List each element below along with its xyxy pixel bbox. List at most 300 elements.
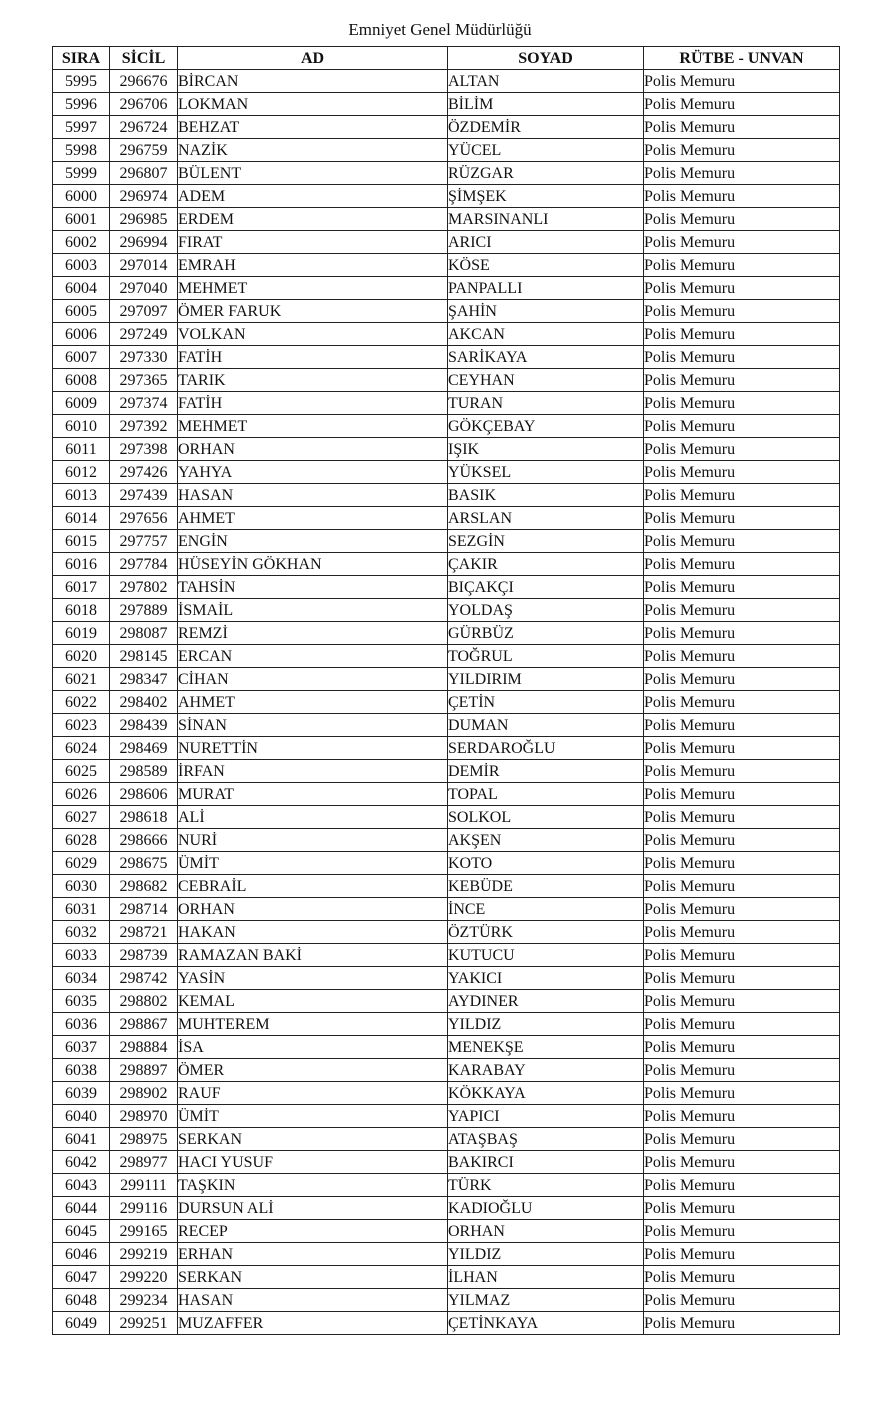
table-row [53, 898, 840, 921]
sicil-cell: 298739 [110, 944, 178, 967]
soyad-cell: BASIK [448, 484, 644, 507]
sira-cell: 6036 [53, 1013, 110, 1036]
ad-cell: FATİH [178, 346, 448, 369]
sira-cell: 6011 [53, 438, 110, 461]
soyad-cell: YAPICI [448, 1105, 644, 1128]
rutbe-cell: Polis Memuru [644, 1013, 840, 1036]
sicil-cell: 297757 [110, 530, 178, 553]
sira-cell: 5999 [53, 162, 110, 185]
table-row [53, 162, 840, 185]
sicil-cell: 298145 [110, 645, 178, 668]
header-ad: AD [178, 47, 448, 70]
sicil-cell: 297439 [110, 484, 178, 507]
ad-cell: AHMET [178, 691, 448, 714]
ad-cell: NAZİK [178, 139, 448, 162]
ad-cell: EMRAH [178, 254, 448, 277]
ad-cell: SİNAN [178, 714, 448, 737]
sira-cell: 6033 [53, 944, 110, 967]
soyad-cell: TÜRK [448, 1174, 644, 1197]
table-row [53, 507, 840, 530]
table-body [53, 70, 840, 1335]
soyad-cell: TOPAL [448, 783, 644, 806]
sira-cell: 6029 [53, 852, 110, 875]
sira-cell: 5997 [53, 116, 110, 139]
soyad-cell: YILDIZ [448, 1243, 644, 1266]
sicil-cell: 298867 [110, 1013, 178, 1036]
soyad-cell: SERDAROĞLU [448, 737, 644, 760]
ad-cell: ERHAN [178, 1243, 448, 1266]
table-row [53, 323, 840, 346]
rutbe-cell: Polis Memuru [644, 415, 840, 438]
ad-cell: HAKAN [178, 921, 448, 944]
soyad-cell: ATAŞBAŞ [448, 1128, 644, 1151]
soyad-cell: GÜRBÜZ [448, 622, 644, 645]
soyad-cell: ÇAKIR [448, 553, 644, 576]
soyad-cell: YOLDAŞ [448, 599, 644, 622]
table-row [53, 346, 840, 369]
rutbe-cell: Polis Memuru [644, 530, 840, 553]
ad-cell: RECEP [178, 1220, 448, 1243]
table-row [53, 392, 840, 415]
table-row [53, 1128, 840, 1151]
soyad-cell: ÇETİNKAYA [448, 1312, 644, 1335]
table-row [53, 1174, 840, 1197]
ad-cell: DURSUN ALİ [178, 1197, 448, 1220]
ad-cell: ENGİN [178, 530, 448, 553]
soyad-cell: YILDIZ [448, 1013, 644, 1036]
rutbe-cell: Polis Memuru [644, 208, 840, 231]
ad-cell: TARIK [178, 369, 448, 392]
table-row [53, 254, 840, 277]
table-row [53, 691, 840, 714]
header-rutbe-unvan: RÜTBE - UNVAN [644, 47, 840, 70]
table-header-row [53, 47, 840, 70]
sira-cell: 6046 [53, 1243, 110, 1266]
sira-cell: 6016 [53, 553, 110, 576]
sicil-cell: 298347 [110, 668, 178, 691]
table-row [53, 277, 840, 300]
soyad-cell: ŞAHİN [448, 300, 644, 323]
sicil-cell: 298087 [110, 622, 178, 645]
sira-cell: 6045 [53, 1220, 110, 1243]
table-row [53, 93, 840, 116]
sicil-cell: 296985 [110, 208, 178, 231]
rutbe-cell: Polis Memuru [644, 691, 840, 714]
rutbe-cell: Polis Memuru [644, 1174, 840, 1197]
ad-cell: HÜSEYİN GÖKHAN [178, 553, 448, 576]
ad-cell: ÜMİT [178, 1105, 448, 1128]
rutbe-cell: Polis Memuru [644, 967, 840, 990]
rutbe-cell: Polis Memuru [644, 1036, 840, 1059]
rutbe-cell: Polis Memuru [644, 599, 840, 622]
sicil-cell: 297014 [110, 254, 178, 277]
ad-cell: ALİ [178, 806, 448, 829]
ad-cell: RAMAZAN BAKİ [178, 944, 448, 967]
table-row [53, 944, 840, 967]
sicil-cell: 298902 [110, 1082, 178, 1105]
rutbe-cell: Polis Memuru [644, 93, 840, 116]
table-row [53, 530, 840, 553]
soyad-cell: BİLİM [448, 93, 644, 116]
header-soyad: SOYAD [448, 47, 644, 70]
rutbe-cell: Polis Memuru [644, 70, 840, 93]
table-row [53, 1312, 840, 1335]
rutbe-cell: Polis Memuru [644, 645, 840, 668]
rutbe-cell: Polis Memuru [644, 944, 840, 967]
sira-cell: 6025 [53, 760, 110, 783]
rutbe-cell: Polis Memuru [644, 116, 840, 139]
ad-cell: YASİN [178, 967, 448, 990]
sira-cell: 6035 [53, 990, 110, 1013]
rutbe-cell: Polis Memuru [644, 921, 840, 944]
table-row [53, 1105, 840, 1128]
ad-cell: CİHAN [178, 668, 448, 691]
sicil-cell: 296724 [110, 116, 178, 139]
sira-cell: 6015 [53, 530, 110, 553]
sicil-cell: 298682 [110, 875, 178, 898]
soyad-cell: ÖZTÜRK [448, 921, 644, 944]
soyad-cell: TOĞRUL [448, 645, 644, 668]
sira-cell: 6034 [53, 967, 110, 990]
sicil-cell: 296676 [110, 70, 178, 93]
sicil-cell: 297784 [110, 553, 178, 576]
sira-cell: 6027 [53, 806, 110, 829]
sira-cell: 6021 [53, 668, 110, 691]
sira-cell: 6010 [53, 415, 110, 438]
table-row [53, 1151, 840, 1174]
ad-cell: YAHYA [178, 461, 448, 484]
ad-cell: NURETTİN [178, 737, 448, 760]
sira-cell: 6047 [53, 1266, 110, 1289]
table-row [53, 645, 840, 668]
ad-cell: SERKAN [178, 1128, 448, 1151]
rutbe-cell: Polis Memuru [644, 461, 840, 484]
soyad-cell: AYDINER [448, 990, 644, 1013]
ad-cell: NURİ [178, 829, 448, 852]
rutbe-cell: Polis Memuru [644, 254, 840, 277]
table-row [53, 116, 840, 139]
sicil-cell: 297249 [110, 323, 178, 346]
sira-cell: 6030 [53, 875, 110, 898]
ad-cell: İSMAİL [178, 599, 448, 622]
rutbe-cell: Polis Memuru [644, 1059, 840, 1082]
soyad-cell: AKCAN [448, 323, 644, 346]
sicil-cell: 298618 [110, 806, 178, 829]
soyad-cell: İLHAN [448, 1266, 644, 1289]
soyad-cell: RÜZGAR [448, 162, 644, 185]
rutbe-cell: Polis Memuru [644, 714, 840, 737]
rutbe-cell: Polis Memuru [644, 1128, 840, 1151]
soyad-cell: DUMAN [448, 714, 644, 737]
soyad-cell: KÖKKAYA [448, 1082, 644, 1105]
sicil-cell: 298970 [110, 1105, 178, 1128]
rutbe-cell: Polis Memuru [644, 852, 840, 875]
rutbe-cell: Polis Memuru [644, 875, 840, 898]
sira-cell: 6017 [53, 576, 110, 599]
sira-cell: 6028 [53, 829, 110, 852]
rutbe-cell: Polis Memuru [644, 668, 840, 691]
sira-cell: 6009 [53, 392, 110, 415]
sira-cell: 6020 [53, 645, 110, 668]
table-row [53, 1013, 840, 1036]
table-row [53, 576, 840, 599]
soyad-cell: SARİKAYA [448, 346, 644, 369]
rutbe-cell: Polis Memuru [644, 1312, 840, 1335]
soyad-cell: TURAN [448, 392, 644, 415]
soyad-cell: KADIOĞLU [448, 1197, 644, 1220]
sicil-cell: 299219 [110, 1243, 178, 1266]
sicil-cell: 298606 [110, 783, 178, 806]
rutbe-cell: Polis Memuru [644, 1082, 840, 1105]
sira-cell: 6044 [53, 1197, 110, 1220]
sira-cell: 6037 [53, 1036, 110, 1059]
soyad-cell: AKŞEN [448, 829, 644, 852]
sira-cell: 6041 [53, 1128, 110, 1151]
rutbe-cell: Polis Memuru [644, 323, 840, 346]
ad-cell: ÖMER [178, 1059, 448, 1082]
soyad-cell: KUTUCU [448, 944, 644, 967]
soyad-cell: YAKICI [448, 967, 644, 990]
soyad-cell: ORHAN [448, 1220, 644, 1243]
header-sicil: SİCİL [110, 47, 178, 70]
ad-cell: ORHAN [178, 438, 448, 461]
ad-cell: BEHZAT [178, 116, 448, 139]
sira-cell: 6008 [53, 369, 110, 392]
sicil-cell: 298721 [110, 921, 178, 944]
soyad-cell: KARABAY [448, 1059, 644, 1082]
table-row [53, 70, 840, 93]
ad-cell: BÜLENT [178, 162, 448, 185]
ad-cell: FATİH [178, 392, 448, 415]
ad-cell: ADEM [178, 185, 448, 208]
ad-cell: HACI YUSUF [178, 1151, 448, 1174]
soyad-cell: MENEKŞE [448, 1036, 644, 1059]
sira-cell: 6012 [53, 461, 110, 484]
sicil-cell: 299116 [110, 1197, 178, 1220]
sira-cell: 6031 [53, 898, 110, 921]
soyad-cell: ALTAN [448, 70, 644, 93]
rutbe-cell: Polis Memuru [644, 783, 840, 806]
rutbe-cell: Polis Memuru [644, 1197, 840, 1220]
ad-cell: MURAT [178, 783, 448, 806]
sira-cell: 6049 [53, 1312, 110, 1335]
table-row [53, 1036, 840, 1059]
soyad-cell: KÖSE [448, 254, 644, 277]
table-row [53, 783, 840, 806]
table-row [53, 1059, 840, 1082]
ad-cell: MUHTEREM [178, 1013, 448, 1036]
table-row [53, 737, 840, 760]
table-row [53, 185, 840, 208]
table-row [53, 990, 840, 1013]
sira-cell: 5996 [53, 93, 110, 116]
sira-cell: 6023 [53, 714, 110, 737]
rutbe-cell: Polis Memuru [644, 162, 840, 185]
sicil-cell: 298714 [110, 898, 178, 921]
sira-cell: 6024 [53, 737, 110, 760]
soyad-cell: YÜCEL [448, 139, 644, 162]
soyad-cell: PANPALLI [448, 277, 644, 300]
table-row [53, 208, 840, 231]
sicil-cell: 298884 [110, 1036, 178, 1059]
soyad-cell: ÇETİN [448, 691, 644, 714]
soyad-cell: YÜKSEL [448, 461, 644, 484]
sicil-cell: 298469 [110, 737, 178, 760]
table-row [53, 1289, 840, 1312]
sira-cell: 6003 [53, 254, 110, 277]
header-sira: SIRA [53, 47, 110, 70]
ad-cell: AHMET [178, 507, 448, 530]
sira-cell: 6042 [53, 1151, 110, 1174]
table-row [53, 967, 840, 990]
sira-cell: 6000 [53, 185, 110, 208]
rutbe-cell: Polis Memuru [644, 1289, 840, 1312]
ad-cell: MEHMET [178, 277, 448, 300]
table-row [53, 461, 840, 484]
sira-cell: 6032 [53, 921, 110, 944]
sira-cell: 6040 [53, 1105, 110, 1128]
sira-cell: 5998 [53, 139, 110, 162]
table-row [53, 1243, 840, 1266]
sicil-cell: 297330 [110, 346, 178, 369]
sira-cell: 6007 [53, 346, 110, 369]
rutbe-cell: Polis Memuru [644, 346, 840, 369]
rutbe-cell: Polis Memuru [644, 990, 840, 1013]
ad-cell: HASAN [178, 1289, 448, 1312]
ad-cell: SERKAN [178, 1266, 448, 1289]
sira-cell: 6018 [53, 599, 110, 622]
sicil-cell: 297426 [110, 461, 178, 484]
ad-cell: İRFAN [178, 760, 448, 783]
sira-cell: 5995 [53, 70, 110, 93]
table-row [53, 553, 840, 576]
ad-cell: ERCAN [178, 645, 448, 668]
table-row [53, 300, 840, 323]
sicil-cell: 299234 [110, 1289, 178, 1312]
soyad-cell: GÖKÇEBAY [448, 415, 644, 438]
rutbe-cell: Polis Memuru [644, 806, 840, 829]
ad-cell: FIRAT [178, 231, 448, 254]
table-row [53, 415, 840, 438]
rutbe-cell: Polis Memuru [644, 392, 840, 415]
soyad-cell: BAKIRCI [448, 1151, 644, 1174]
rutbe-cell: Polis Memuru [644, 576, 840, 599]
soyad-cell: ARICI [448, 231, 644, 254]
sicil-cell: 297392 [110, 415, 178, 438]
sicil-cell: 296974 [110, 185, 178, 208]
rutbe-cell: Polis Memuru [644, 300, 840, 323]
rutbe-cell: Polis Memuru [644, 829, 840, 852]
sira-cell: 6038 [53, 1059, 110, 1082]
soyad-cell: ÖZDEMİR [448, 116, 644, 139]
sira-cell: 6014 [53, 507, 110, 530]
ad-cell: MEHMET [178, 415, 448, 438]
sira-cell: 6006 [53, 323, 110, 346]
soyad-cell: YILMAZ [448, 1289, 644, 1312]
sira-cell: 6013 [53, 484, 110, 507]
soyad-cell: SEZGİN [448, 530, 644, 553]
sira-cell: 6022 [53, 691, 110, 714]
rutbe-cell: Polis Memuru [644, 760, 840, 783]
rutbe-cell: Polis Memuru [644, 1151, 840, 1174]
ad-cell: REMZİ [178, 622, 448, 645]
sicil-cell: 298439 [110, 714, 178, 737]
sicil-cell: 298897 [110, 1059, 178, 1082]
rutbe-cell: Polis Memuru [644, 1266, 840, 1289]
ad-cell: LOKMAN [178, 93, 448, 116]
sicil-cell: 297097 [110, 300, 178, 323]
ad-cell: TAHSİN [178, 576, 448, 599]
table-row [53, 1220, 840, 1243]
soyad-cell: ARSLAN [448, 507, 644, 530]
sicil-cell: 299111 [110, 1174, 178, 1197]
rutbe-cell: Polis Memuru [644, 438, 840, 461]
table-row [53, 668, 840, 691]
soyad-cell: KOTO [448, 852, 644, 875]
table-row [53, 231, 840, 254]
rutbe-cell: Polis Memuru [644, 737, 840, 760]
sicil-cell: 297374 [110, 392, 178, 415]
table-row [53, 599, 840, 622]
sicil-cell: 298402 [110, 691, 178, 714]
sicil-cell: 298675 [110, 852, 178, 875]
rutbe-cell: Polis Memuru [644, 1243, 840, 1266]
soyad-cell: DEMİR [448, 760, 644, 783]
ad-cell: TAŞKIN [178, 1174, 448, 1197]
ad-cell: ÜMİT [178, 852, 448, 875]
sira-cell: 6026 [53, 783, 110, 806]
rutbe-cell: Polis Memuru [644, 369, 840, 392]
table-row [53, 852, 840, 875]
sira-cell: 6004 [53, 277, 110, 300]
table-row [53, 1197, 840, 1220]
rutbe-cell: Polis Memuru [644, 553, 840, 576]
rutbe-cell: Polis Memuru [644, 139, 840, 162]
rutbe-cell: Polis Memuru [644, 622, 840, 645]
sira-cell: 6001 [53, 208, 110, 231]
sicil-cell: 297365 [110, 369, 178, 392]
table-row [53, 806, 840, 829]
rutbe-cell: Polis Memuru [644, 185, 840, 208]
table-row [53, 714, 840, 737]
sicil-cell: 298802 [110, 990, 178, 1013]
ad-cell: VOLKAN [178, 323, 448, 346]
sicil-cell: 297398 [110, 438, 178, 461]
sicil-cell: 298975 [110, 1128, 178, 1151]
sicil-cell: 296706 [110, 93, 178, 116]
sicil-cell: 298977 [110, 1151, 178, 1174]
table-row [53, 622, 840, 645]
ad-cell: İSA [178, 1036, 448, 1059]
ad-cell: BİRCAN [178, 70, 448, 93]
personnel-table [52, 46, 840, 1335]
sicil-cell: 298742 [110, 967, 178, 990]
sicil-cell: 297889 [110, 599, 178, 622]
sira-cell: 6043 [53, 1174, 110, 1197]
rutbe-cell: Polis Memuru [644, 484, 840, 507]
sicil-cell: 296759 [110, 139, 178, 162]
soyad-cell: IŞIK [448, 438, 644, 461]
table-row [53, 139, 840, 162]
soyad-cell: KEBÜDE [448, 875, 644, 898]
document-title: Emniyet Genel Müdürlüğü [348, 20, 532, 39]
table-row [53, 438, 840, 461]
sira-cell: 6005 [53, 300, 110, 323]
ad-cell: RAUF [178, 1082, 448, 1105]
ad-cell: CEBRAİL [178, 875, 448, 898]
soyad-cell: BIÇAKÇI [448, 576, 644, 599]
ad-cell: ERDEM [178, 208, 448, 231]
